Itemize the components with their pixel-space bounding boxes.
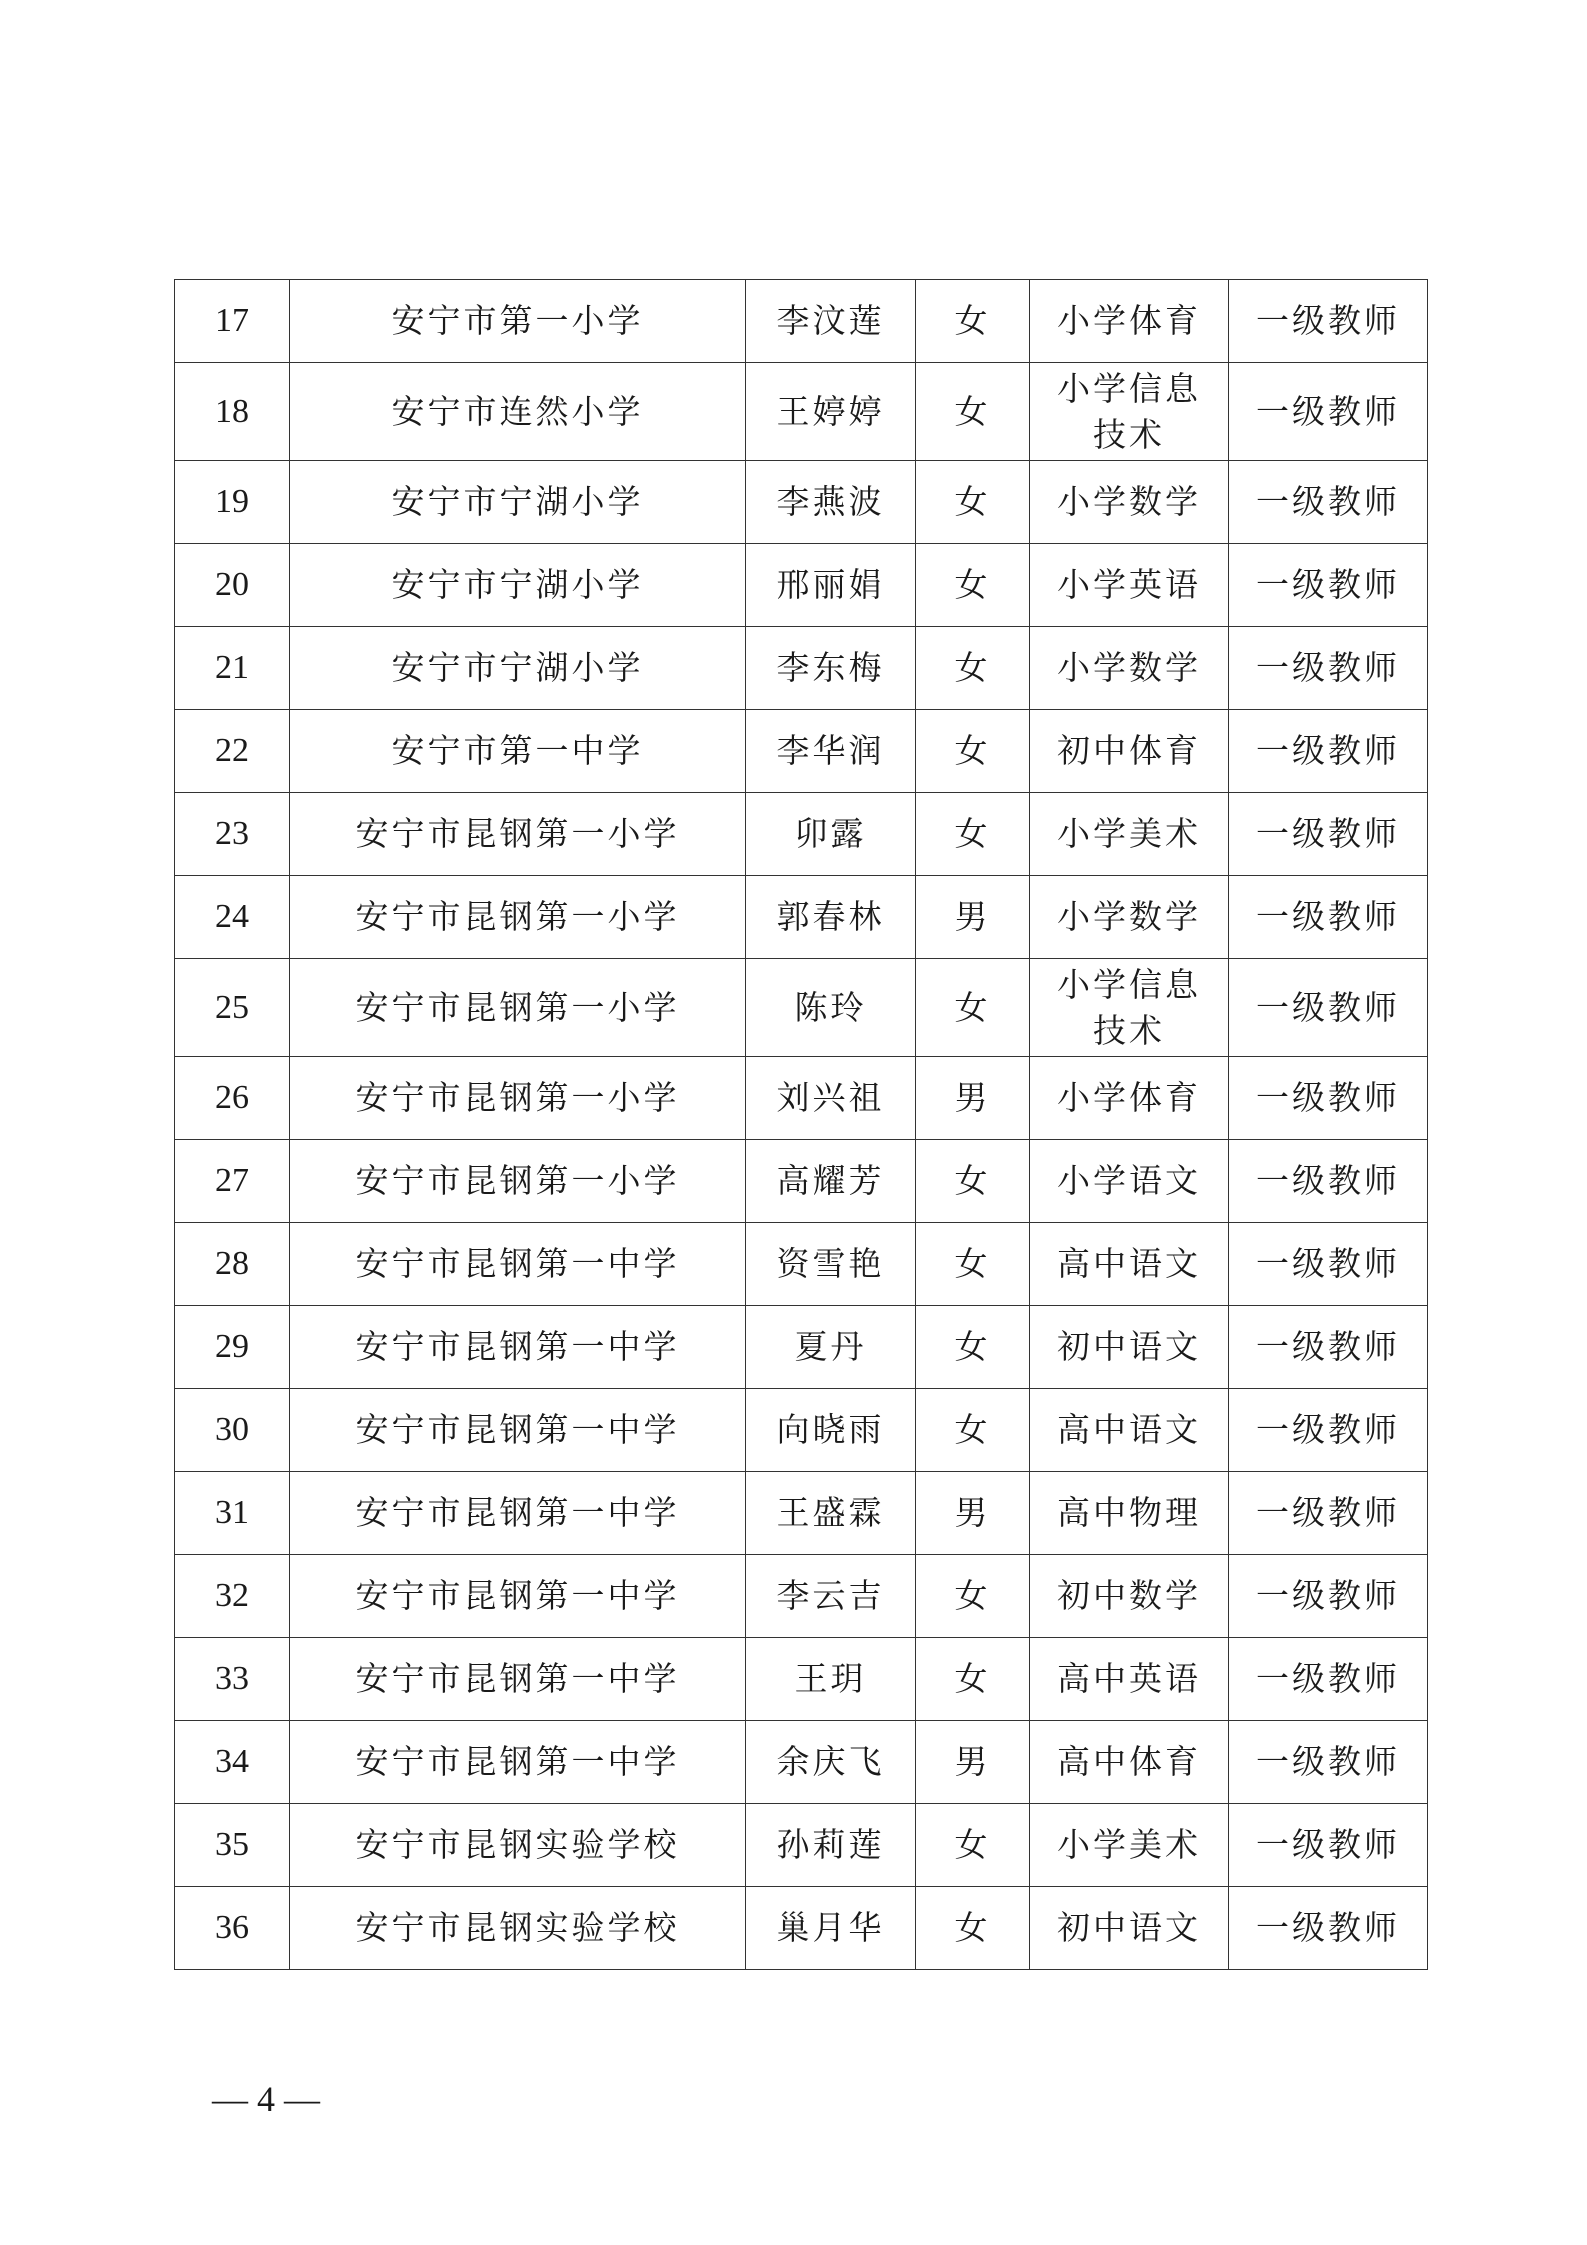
- gender-cell: 女: [916, 1140, 1030, 1223]
- gender-cell: 女: [916, 959, 1030, 1057]
- job-title-cell: 一级教师: [1229, 1389, 1428, 1472]
- gender-cell: 男: [916, 1057, 1030, 1140]
- job-title-cell: 一级教师: [1229, 1887, 1428, 1970]
- teacher-roster-body: [175, 280, 1428, 1970]
- row-number-cell: 24: [175, 876, 290, 959]
- subject-line: 高中语文: [1057, 1410, 1201, 1449]
- subject-line: 小学数学: [1057, 482, 1201, 521]
- school-cell: 安宁市昆钢实验学校: [290, 1887, 746, 1970]
- table-row: [175, 1223, 1428, 1306]
- subject-cell: [1030, 1638, 1229, 1721]
- gender-cell: 女: [916, 544, 1030, 627]
- row-number-cell: 29: [175, 1306, 290, 1389]
- row-number-cell: 31: [175, 1472, 290, 1555]
- subject-line: 小学信息: [1057, 368, 1201, 408]
- gender-cell: 女: [916, 363, 1030, 461]
- table-row: [175, 1140, 1428, 1223]
- table-row: [175, 793, 1428, 876]
- teacher-name-cell: 高耀芳: [746, 1140, 916, 1223]
- teacher-name-cell: 卯露: [746, 793, 916, 876]
- table-row: [175, 1721, 1428, 1804]
- subject-cell: [1030, 363, 1229, 461]
- row-number-cell: 19: [175, 461, 290, 544]
- table-row: [175, 461, 1428, 544]
- gender-cell: 女: [916, 1638, 1030, 1721]
- gender-cell: 女: [916, 627, 1030, 710]
- subject-line: 小学数学: [1057, 648, 1201, 687]
- job-title-cell: 一级教师: [1229, 280, 1428, 363]
- teacher-name-cell: 向晓雨: [746, 1389, 916, 1472]
- school-cell: 安宁市昆钢第一小学: [290, 959, 746, 1057]
- subject-cell: [1030, 1389, 1229, 1472]
- gender-cell: 女: [916, 461, 1030, 544]
- job-title-cell: 一级教师: [1229, 1140, 1428, 1223]
- job-title-cell: 一级教师: [1229, 1306, 1428, 1389]
- table-row: [175, 1389, 1428, 1472]
- subject-line: 初中语文: [1057, 1908, 1201, 1947]
- subject-cell: [1030, 1804, 1229, 1887]
- gender-cell: 女: [916, 1389, 1030, 1472]
- gender-cell: 男: [916, 1472, 1030, 1555]
- subject-line: 高中体育: [1057, 1742, 1201, 1781]
- subject-cell: [1030, 1887, 1229, 1970]
- table-row: [175, 1638, 1428, 1721]
- subject-cell: [1030, 1140, 1229, 1223]
- row-number-cell: 18: [175, 363, 290, 461]
- school-cell: 安宁市第一中学: [290, 710, 746, 793]
- teacher-name-cell: 余庆飞: [746, 1721, 916, 1804]
- gender-cell: 女: [916, 1887, 1030, 1970]
- row-number-cell: 33: [175, 1638, 290, 1721]
- gender-cell: 女: [916, 280, 1030, 363]
- table-row: [175, 1887, 1428, 1970]
- teacher-name-cell: 孙莉莲: [746, 1804, 916, 1887]
- school-cell: 安宁市昆钢第一中学: [290, 1472, 746, 1555]
- school-cell: 安宁市昆钢第一小学: [290, 1140, 746, 1223]
- subject-line: 小学体育: [1057, 301, 1201, 340]
- subject-line: 初中语文: [1057, 1327, 1201, 1366]
- job-title-cell: 一级教师: [1229, 876, 1428, 959]
- subject-line: 小学美术: [1057, 814, 1201, 853]
- teacher-name-cell: 夏丹: [746, 1306, 916, 1389]
- school-cell: 安宁市宁湖小学: [290, 627, 746, 710]
- row-number-cell: 27: [175, 1140, 290, 1223]
- subject-cell: [1030, 627, 1229, 710]
- subject-line: 高中语文: [1057, 1244, 1201, 1283]
- subject-cell: [1030, 710, 1229, 793]
- table-row: [175, 1306, 1428, 1389]
- table-row: [175, 280, 1428, 363]
- subject-cell: [1030, 544, 1229, 627]
- subject-cell: [1030, 1472, 1229, 1555]
- teacher-name-cell: 郭春林: [746, 876, 916, 959]
- teacher-name-cell: 王盛霖: [746, 1472, 916, 1555]
- row-number-cell: 36: [175, 1887, 290, 1970]
- teacher-name-cell: 资雪艳: [746, 1223, 916, 1306]
- subject-line: 高中英语: [1057, 1659, 1201, 1698]
- job-title-cell: 一级教师: [1229, 1223, 1428, 1306]
- school-cell: 安宁市昆钢第一中学: [290, 1721, 746, 1804]
- subject-line: 小学英语: [1057, 565, 1201, 604]
- subject-cell: [1030, 461, 1229, 544]
- subject-line: 技术: [1093, 1010, 1165, 1050]
- school-cell: 安宁市昆钢第一中学: [290, 1389, 746, 1472]
- job-title-cell: 一级教师: [1229, 544, 1428, 627]
- table-row: [175, 1804, 1428, 1887]
- row-number-cell: 23: [175, 793, 290, 876]
- gender-cell: 女: [916, 1804, 1030, 1887]
- school-cell: 安宁市第一小学: [290, 280, 746, 363]
- table-row: [175, 544, 1428, 627]
- row-number-cell: 21: [175, 627, 290, 710]
- row-number-cell: 30: [175, 1389, 290, 1472]
- row-number-cell: 32: [175, 1555, 290, 1638]
- job-title-cell: 一级教师: [1229, 627, 1428, 710]
- school-cell: 安宁市宁湖小学: [290, 544, 746, 627]
- subject-cell: [1030, 280, 1229, 363]
- job-title-cell: 一级教师: [1229, 363, 1428, 461]
- job-title-cell: 一级教师: [1229, 1638, 1428, 1721]
- gender-cell: 女: [916, 1555, 1030, 1638]
- table-row: [175, 959, 1428, 1057]
- school-cell: 安宁市昆钢第一中学: [290, 1555, 746, 1638]
- teacher-name-cell: 李东梅: [746, 627, 916, 710]
- school-cell: 安宁市昆钢第一中学: [290, 1638, 746, 1721]
- gender-cell: 女: [916, 793, 1030, 876]
- teacher-name-cell: 李汶莲: [746, 280, 916, 363]
- gender-cell: 男: [916, 1721, 1030, 1804]
- school-cell: 安宁市昆钢第一中学: [290, 1306, 746, 1389]
- teacher-name-cell: 李燕波: [746, 461, 916, 544]
- teacher-name-cell: 巢月华: [746, 1887, 916, 1970]
- table-row: [175, 1057, 1428, 1140]
- row-number-cell: 17: [175, 280, 290, 363]
- job-title-cell: 一级教师: [1229, 1721, 1428, 1804]
- subject-cell: [1030, 1223, 1229, 1306]
- subject-cell: [1030, 959, 1229, 1057]
- subject-line: 小学美术: [1057, 1825, 1201, 1864]
- subject-line: 小学体育: [1057, 1078, 1201, 1117]
- subject-cell: [1030, 1555, 1229, 1638]
- teacher-name-cell: 王玥: [746, 1638, 916, 1721]
- table-row: [175, 627, 1428, 710]
- subject-line: 初中体育: [1057, 731, 1201, 770]
- row-number-cell: 34: [175, 1721, 290, 1804]
- job-title-cell: 一级教师: [1229, 1472, 1428, 1555]
- job-title-cell: 一级教师: [1229, 1555, 1428, 1638]
- school-cell: 安宁市宁湖小学: [290, 461, 746, 544]
- job-title-cell: 一级教师: [1229, 710, 1428, 793]
- row-number-cell: 26: [175, 1057, 290, 1140]
- job-title-cell: 一级教师: [1229, 1057, 1428, 1140]
- teacher-name-cell: 王婷婷: [746, 363, 916, 461]
- table-row: [175, 1555, 1428, 1638]
- teacher-name-cell: 李云吉: [746, 1555, 916, 1638]
- subject-line: 技术: [1093, 414, 1165, 454]
- teacher-name-cell: 李华润: [746, 710, 916, 793]
- row-number-cell: 22: [175, 710, 290, 793]
- school-cell: 安宁市昆钢第一小学: [290, 793, 746, 876]
- job-title-cell: 一级教师: [1229, 793, 1428, 876]
- subject-line: 小学语文: [1057, 1161, 1201, 1200]
- row-number-cell: 28: [175, 1223, 290, 1306]
- table-row: [175, 876, 1428, 959]
- gender-cell: 女: [916, 1223, 1030, 1306]
- table-row: [175, 710, 1428, 793]
- row-number-cell: 20: [175, 544, 290, 627]
- teacher-name-cell: 陈玲: [746, 959, 916, 1057]
- subject-line: 小学数学: [1057, 897, 1201, 936]
- school-cell: 安宁市昆钢第一小学: [290, 1057, 746, 1140]
- subject-line: 高中物理: [1057, 1493, 1201, 1532]
- teacher-name-cell: 刘兴祖: [746, 1057, 916, 1140]
- subject-line: 初中数学: [1057, 1576, 1201, 1615]
- job-title-cell: 一级教师: [1229, 1804, 1428, 1887]
- table-row: [175, 363, 1428, 461]
- school-cell: 安宁市昆钢第一中学: [290, 1223, 746, 1306]
- subject-cell: [1030, 876, 1229, 959]
- school-cell: 安宁市昆钢实验学校: [290, 1804, 746, 1887]
- subject-line: 小学信息: [1057, 964, 1201, 1004]
- subject-cell: [1030, 793, 1229, 876]
- row-number-cell: 25: [175, 959, 290, 1057]
- job-title-cell: 一级教师: [1229, 959, 1428, 1057]
- subject-cell: [1030, 1057, 1229, 1140]
- subject-cell: [1030, 1721, 1229, 1804]
- job-title-cell: 一级教师: [1229, 461, 1428, 544]
- table-row: [175, 1472, 1428, 1555]
- page-number: — 4 —: [212, 2079, 320, 2119]
- subject-cell: [1030, 1306, 1229, 1389]
- teacher-roster-table: [174, 279, 1428, 1970]
- teacher-name-cell: 邢丽娟: [746, 544, 916, 627]
- gender-cell: 女: [916, 1306, 1030, 1389]
- row-number-cell: 35: [175, 1804, 290, 1887]
- gender-cell: 男: [916, 876, 1030, 959]
- gender-cell: 女: [916, 710, 1030, 793]
- school-cell: 安宁市昆钢第一小学: [290, 876, 746, 959]
- school-cell: 安宁市连然小学: [290, 363, 746, 461]
